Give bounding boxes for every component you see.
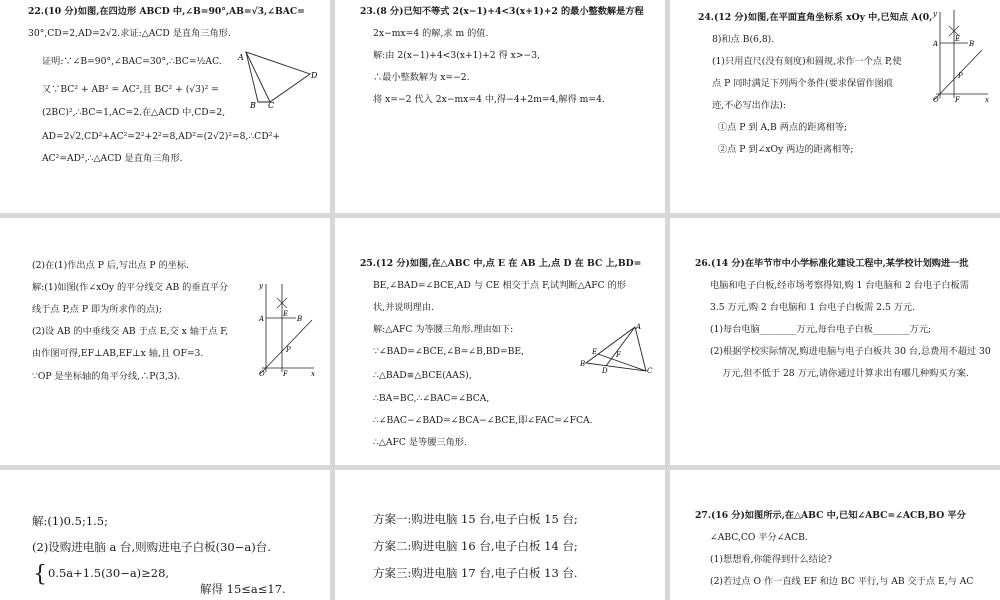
problem-27-part1: (1)想想看,你能得到什么结论? [710,554,832,565]
figure-label: y [259,282,263,290]
figure-label: P [958,72,963,80]
figure-label: A [636,323,642,331]
condition-1: ①点 P 到 A,B 两点的距离相等; [718,122,848,133]
figure-label: B [969,40,975,48]
figure-label: C [647,367,653,375]
coordinate-figure [932,8,992,103]
figure-label: B [580,360,586,368]
problem-26-card [670,218,1000,465]
purchase-plans-card [335,470,665,600]
solution-line: ∴∠BAC−∠BAD=∠BCA−∠BCE,即∠FAC=∠FCA. [373,415,593,426]
figure-label: F [955,96,960,104]
figure-label: F [283,370,288,378]
solution-line: ∴BA=BC,∴∠BAC=∠BCA, [373,393,490,404]
problem-24-solution-card [0,218,330,465]
problem-23-statement: 23.(8 分)已知不等式 2(x−1)+4<3(x+1)+2 的最小整数解是方程 [360,6,644,17]
solution-line: 解:(1)如图(作∠xOy 的平分线交 AB 的垂直平分 [32,282,229,293]
plan-line: 方案三:购进电脑 17 台,电子白板 13 台. [373,566,578,580]
solution-line: 解:△AFC 为等腰三角形.理由如下: [373,324,514,335]
proof-line: AC²=AD²,∴△ACD 是直角三角形. [42,153,183,164]
problem-24-statement-cont: 8)和点 B(6,8). [712,34,775,45]
figure-label: O [259,370,265,378]
solution-line: ∴最小整数解为 x=−2. [373,72,470,83]
solution-line: ∴△BAD≌△BCE(AAS), [373,370,472,381]
problem-22-statement: 22.(10 分)如图,在四边形 ABCD 中,∠B=90°,AB=√3,∠BAC= [28,6,305,17]
figure-label: A [933,40,939,48]
figure-label: D [311,71,318,80]
problem-25-statement: 25.(12 分)如图,在△ABC 中,点 E 在 AB 上,点 D 在 BC 上,BD= [360,258,642,269]
figure-label: P [286,346,291,354]
problem-26-statement: 26.(14 分)在毕节市中小学标准化建设工程中,某学校计划购进一批 [695,258,969,269]
solution-line: 解:由 2(x−1)+4<3(x+1)+2 得 x>−3, [373,50,541,61]
problem-23-card [335,0,665,213]
problem-24-part1-cont: 点 P 同时满足下列两个条件(要求保留作图痕 [712,78,893,89]
proof-line: 证明:∵∠B=90°,∠BAC=30°,∴BC=½AC. [42,56,222,67]
problem-26-solution-card [0,470,330,600]
solution-line: (2)设 AB 的中垂线交 AB 于点 E,交 x 轴于点 F, [32,326,229,337]
problem-27-statement: 27.(16 分)如图所示,在△ABC 中,已知∠ABC=∠ACB,BO 平分 [695,510,966,521]
solution-line: 由作图可得,EF⊥AB,EF⊥x 轴,且 OF=3. [32,348,204,359]
proof-line: 又∵BC² + AB² = AC²,且 BC² + (√3)² = [42,84,219,95]
solution-line: 解得 15≤a≤17. [200,582,286,596]
figure-label: F [616,351,621,359]
plan-line: 方案二:购进电脑 16 台,电子白板 14 台; [373,539,578,553]
proof-line: AD=2√2,CD²+AC²=2²+2²=8,AD²=(2√2)²=8,∴CD²+ [42,131,281,142]
problem-27-part2: (2)若过点 O 作一直线 EF 和边 BC 平行,与 AB 交于点 E,与 AC [710,576,974,587]
problem-26-statement-cont: 3.5 万元,购 2 台电脑和 1 台电子白板需 2.5 万元. [710,302,916,313]
problem-24-part1-cont: 迹,不必写出作法): [712,100,786,111]
figure-label: E [955,35,961,43]
figure-label: E [283,310,289,318]
quadrilateral-figure [240,48,320,108]
figure-label: B [250,101,256,110]
figure-label: A [238,53,244,62]
solution-line: 将 x=−2 代入 2x−mx=4 中,得−4+2m=4,解得 m=4. [373,94,605,105]
problem-22-card [0,0,330,213]
figure-label: x [311,370,315,378]
solution-line: 线于点 P,点 P 即为所求作的点); [32,304,162,315]
problem-25-card [335,218,665,465]
problem-25-statement-cont: BE,∠BAD=∠BCE,AD 与 CE 相交于点 F,试判断△AFC 的形 [373,280,626,291]
figure-label: O [933,96,939,104]
proof-line: (2BC)²,∴BC=1,AC=2.在△ACD 中,CD=2, [42,107,226,118]
solution-line: ∵∠BAD=∠BCE,∠B=∠B,BD=BE, [373,346,524,357]
inequality-line: 0.5a+1.5(30−a)≥28, [48,566,170,580]
problem-25-statement-cont: 状,并说明理由. [373,302,434,313]
problem-27-statement-cont: ∠ABC,CO 平分∠ACB. [710,532,808,543]
solution-line: (2)设购进电脑 a 台,则购进电子白板(30−a)台. [32,540,271,554]
triangle-figure [580,323,655,373]
problem-24-card [670,0,1000,213]
solution-line: ∵OP 是坐标轴的角平分线,∴P(3,3). [32,371,181,382]
figure-label: D [602,367,608,375]
problem-26-statement-cont: 电脑和电子白板,经市场考察得知,购 1 台电脑和 2 台电子白板需 [710,280,969,291]
figure-label: B [297,315,303,323]
figure-label: C [268,101,275,110]
problem-26-part2: (2)根据学校实际情况,购进电脑与电子白板共 30 台,总费用不超过 30 [710,346,991,357]
problem-26-part2-cont: 万元,但不低于 28 万元,请你通过计算求出有哪几种购买方案. [722,368,969,379]
plan-line: 方案一:购进电脑 15 台,电子白板 15 台; [373,512,578,526]
condition-2: ②点 P 到∠xOy 两边的距离相等; [718,144,854,155]
problem-24-part1: (1)只用直尺(没有刻度)和圆规,求作一个点 P,使 [712,56,902,67]
problem-27-card [670,470,1000,600]
figure-label: y [933,10,937,18]
problem-26-part1: (1)每台电脑________万元,每台电子白板________万元; [710,324,932,335]
figure-label: A [259,315,265,323]
problem-24-part2: (2)在(1)作出点 P 后,写出点 P 的坐标. [32,260,189,271]
figure-label: x [985,96,989,104]
problem-23-statement-cont: 2x−mx=4 的解,求 m 的值. [373,28,489,39]
solution-line: ∴△AFC 是等腰三角形. [373,437,467,448]
problem-22-statement-cont: 30°,CD=2,AD=2√2.求证:△ACD 是直角三角形. [28,28,231,39]
inequality-system: { [33,562,47,587]
coordinate-figure [258,280,318,378]
problem-24-statement: 24.(12 分)如图,在平面直角坐标系 xOy 中,已知点 A(0, [698,12,933,23]
solution-line: 解:(1)0.5;1.5; [32,514,108,528]
figure-label: E [592,348,598,356]
